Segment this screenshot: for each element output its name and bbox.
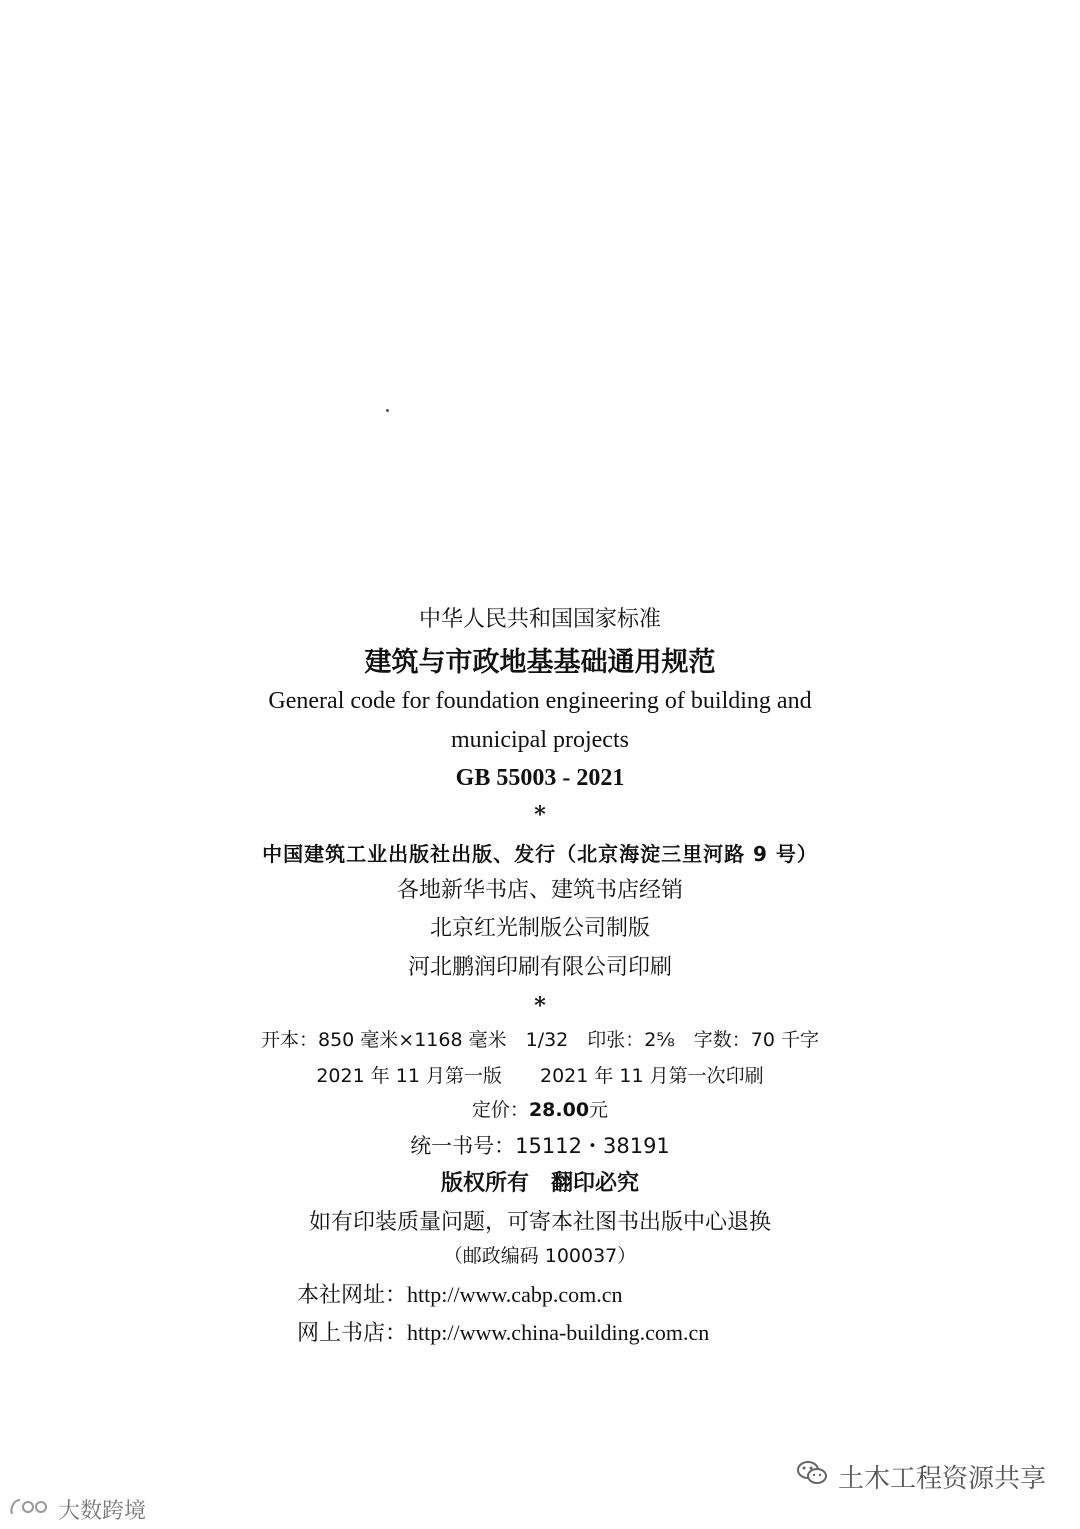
scan-speck <box>386 409 389 412</box>
title-en-line1: General code for foundation engineering of building and <box>268 688 812 714</box>
format-line: 开本：850 毫米×1168 毫米 1/32 印张：2⅝ 字数：70 千字 <box>260 1029 819 1051</box>
edition-line: 2021 年 11 月第一版 2021 年 11 月第一次印刷 <box>316 1065 764 1087</box>
watermark-left-text: 大数跨境 <box>58 1499 147 1524</box>
publisher-line: 中国建筑工业出版社出版、发行（北京海淀三里河路 9 号） <box>262 842 818 866</box>
website-url: http://www.cabp.com.cn <box>407 1282 623 1307</box>
separator-star-1: * <box>534 802 546 828</box>
separator-star-2: * <box>534 993 546 1019</box>
online-store-url: http://www.china-building.com.cn <box>407 1320 710 1345</box>
source-logo-icon <box>8 1496 54 1524</box>
distributor-line: 各地新华书店、建筑书店经销 <box>396 878 683 903</box>
price-line <box>0 1101 1080 1120</box>
price-unit: 元 <box>589 1099 609 1121</box>
wechat-icon <box>796 1459 828 1494</box>
postal-code-line: （邮政编码 100037） <box>443 1245 637 1267</box>
printer-line: 河北鹏润印刷有限公司印刷 <box>407 955 672 980</box>
watermark-right-text: 土木工程资源共享 <box>837 1464 1046 1494</box>
title-cn: 建筑与市政地基基础通用规范 <box>364 647 716 678</box>
price-label: 定价： <box>471 1099 529 1121</box>
standard-header: 中华人民共和国国家标准 <box>418 607 661 632</box>
website-label: 本社网址： <box>297 1283 408 1308</box>
return-notice-line: 如有印装质量问题，可寄本社图书出版中心退换 <box>308 1210 771 1235</box>
website-line <box>297 1284 622 1307</box>
price-value: 28.00 <box>528 1099 590 1121</box>
watermark-left <box>8 1494 146 1525</box>
online-store-label: 网上书店： <box>297 1321 408 1346</box>
standard-code: GB 55003 - 2021 <box>455 765 625 791</box>
plate-maker-line: 北京红光制版公司制版 <box>429 916 650 941</box>
copyright-line: 版权所有 翻印必究 <box>440 1171 639 1196</box>
watermark-right <box>796 1458 1046 1495</box>
title-en-line2: municipal projects <box>451 727 629 753</box>
book-number-line: 统一书号：15112・38191 <box>410 1134 670 1158</box>
online-store-line <box>297 1322 709 1345</box>
